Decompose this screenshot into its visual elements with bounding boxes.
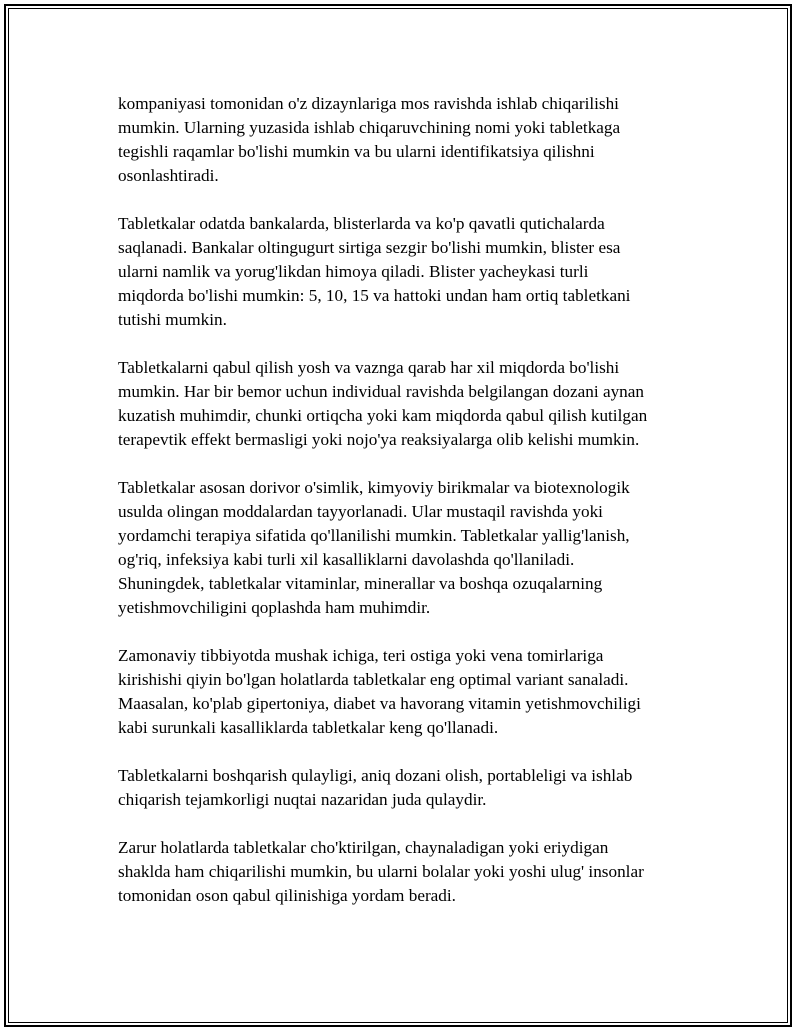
paragraph-5: Zamonaviy tibbiyotda mushak ichiga, teri ostiga yoki vena tomirlariga kirishishi qiyin bo'lgan holatlarda tabletkalar eng optimal variant sanaladi. Maasalan, ko'plab gipertoniya, diabet va havorang vitamin yetishmovchiligi kabi surunkali kasalliklarda tabletkalar keng qo'llanadi. <box>118 646 641 737</box>
paragraph-4: Tabletkalar asosan dorivor o'simlik, kimyoviy birikmalar va biotexnologik usulda olingan moddalardan tayyorlanadi. Ular mustaqil ravishda yoki yordamchi terapiya sifatida qo'llanilishi mumkin. Tabletkalar yallig'lanish, og'riq, infeksiya kabi turli xil kasalliklarni davolashda qo'llaniladi. Shuningdek, tabletkalar vitaminlar, minerallar va boshqa ozuqalarning yetishmovchiligini qoplashda ham muhimdir. <box>118 478 630 617</box>
paragraph-1: kompaniyasi tomonidan o'z dizaynlariga mos ravishda ishlab chiqarilishi mumkin. Ularning yuzasida ishlab chiqaruvchining nomi yoki tabletkaga tegishli raqamlar bo'lishi mumkin va bu ularni identifikatsiya qilishni osonlashtiradi. <box>118 94 621 185</box>
document-body <box>118 92 698 932</box>
paragraph-3: Tabletkalarni qabul qilish yosh va vaznga qarab har xil miqdorda bo'lishi mumkin. Har bir bemor uchun individual ravishda belgilangan dozani aynan kuzatish muhimdir, chunki ortiqcha yoki kam miqdorda qabul qilish kutilgan terapevtik effekt bermasligi yoki nojo'ya reaksiyalarga olib kelishi mumkin. <box>118 358 648 449</box>
paragraph-2: Tabletkalar odatda bankalarda, blisterlarda va ko'p qavatli qutichalarda saqlanadi. Bankalar oltingugurt sirtiga sezgir bo'lishi mumkin, blister esa ularni namlik va yorug'likdan himoya qiladi. Blister yacheykasi turli miqdorda bo'lishi mumkin: 5, 10, 15 va hattoki undan ham ortiq tabletkani tutishi mumkin. <box>118 214 631 329</box>
paragraph-6: Tabletkalarni boshqarish qulayligi, aniq dozani olish, portableligi va ishlab chiqarish tejamkorligi nuqtai nazaridan juda qulaydir. <box>118 766 633 809</box>
paragraph-7: Zarur holatlarda tabletkalar cho'ktirilgan, chaynaladigan yoki eriydigan shaklda ham chiqarilishi mumkin, bu ularni bolalar yoki yoshi ulug' insonlar tomonidan oson qabul qilinishiga yordam beradi. <box>118 838 644 905</box>
